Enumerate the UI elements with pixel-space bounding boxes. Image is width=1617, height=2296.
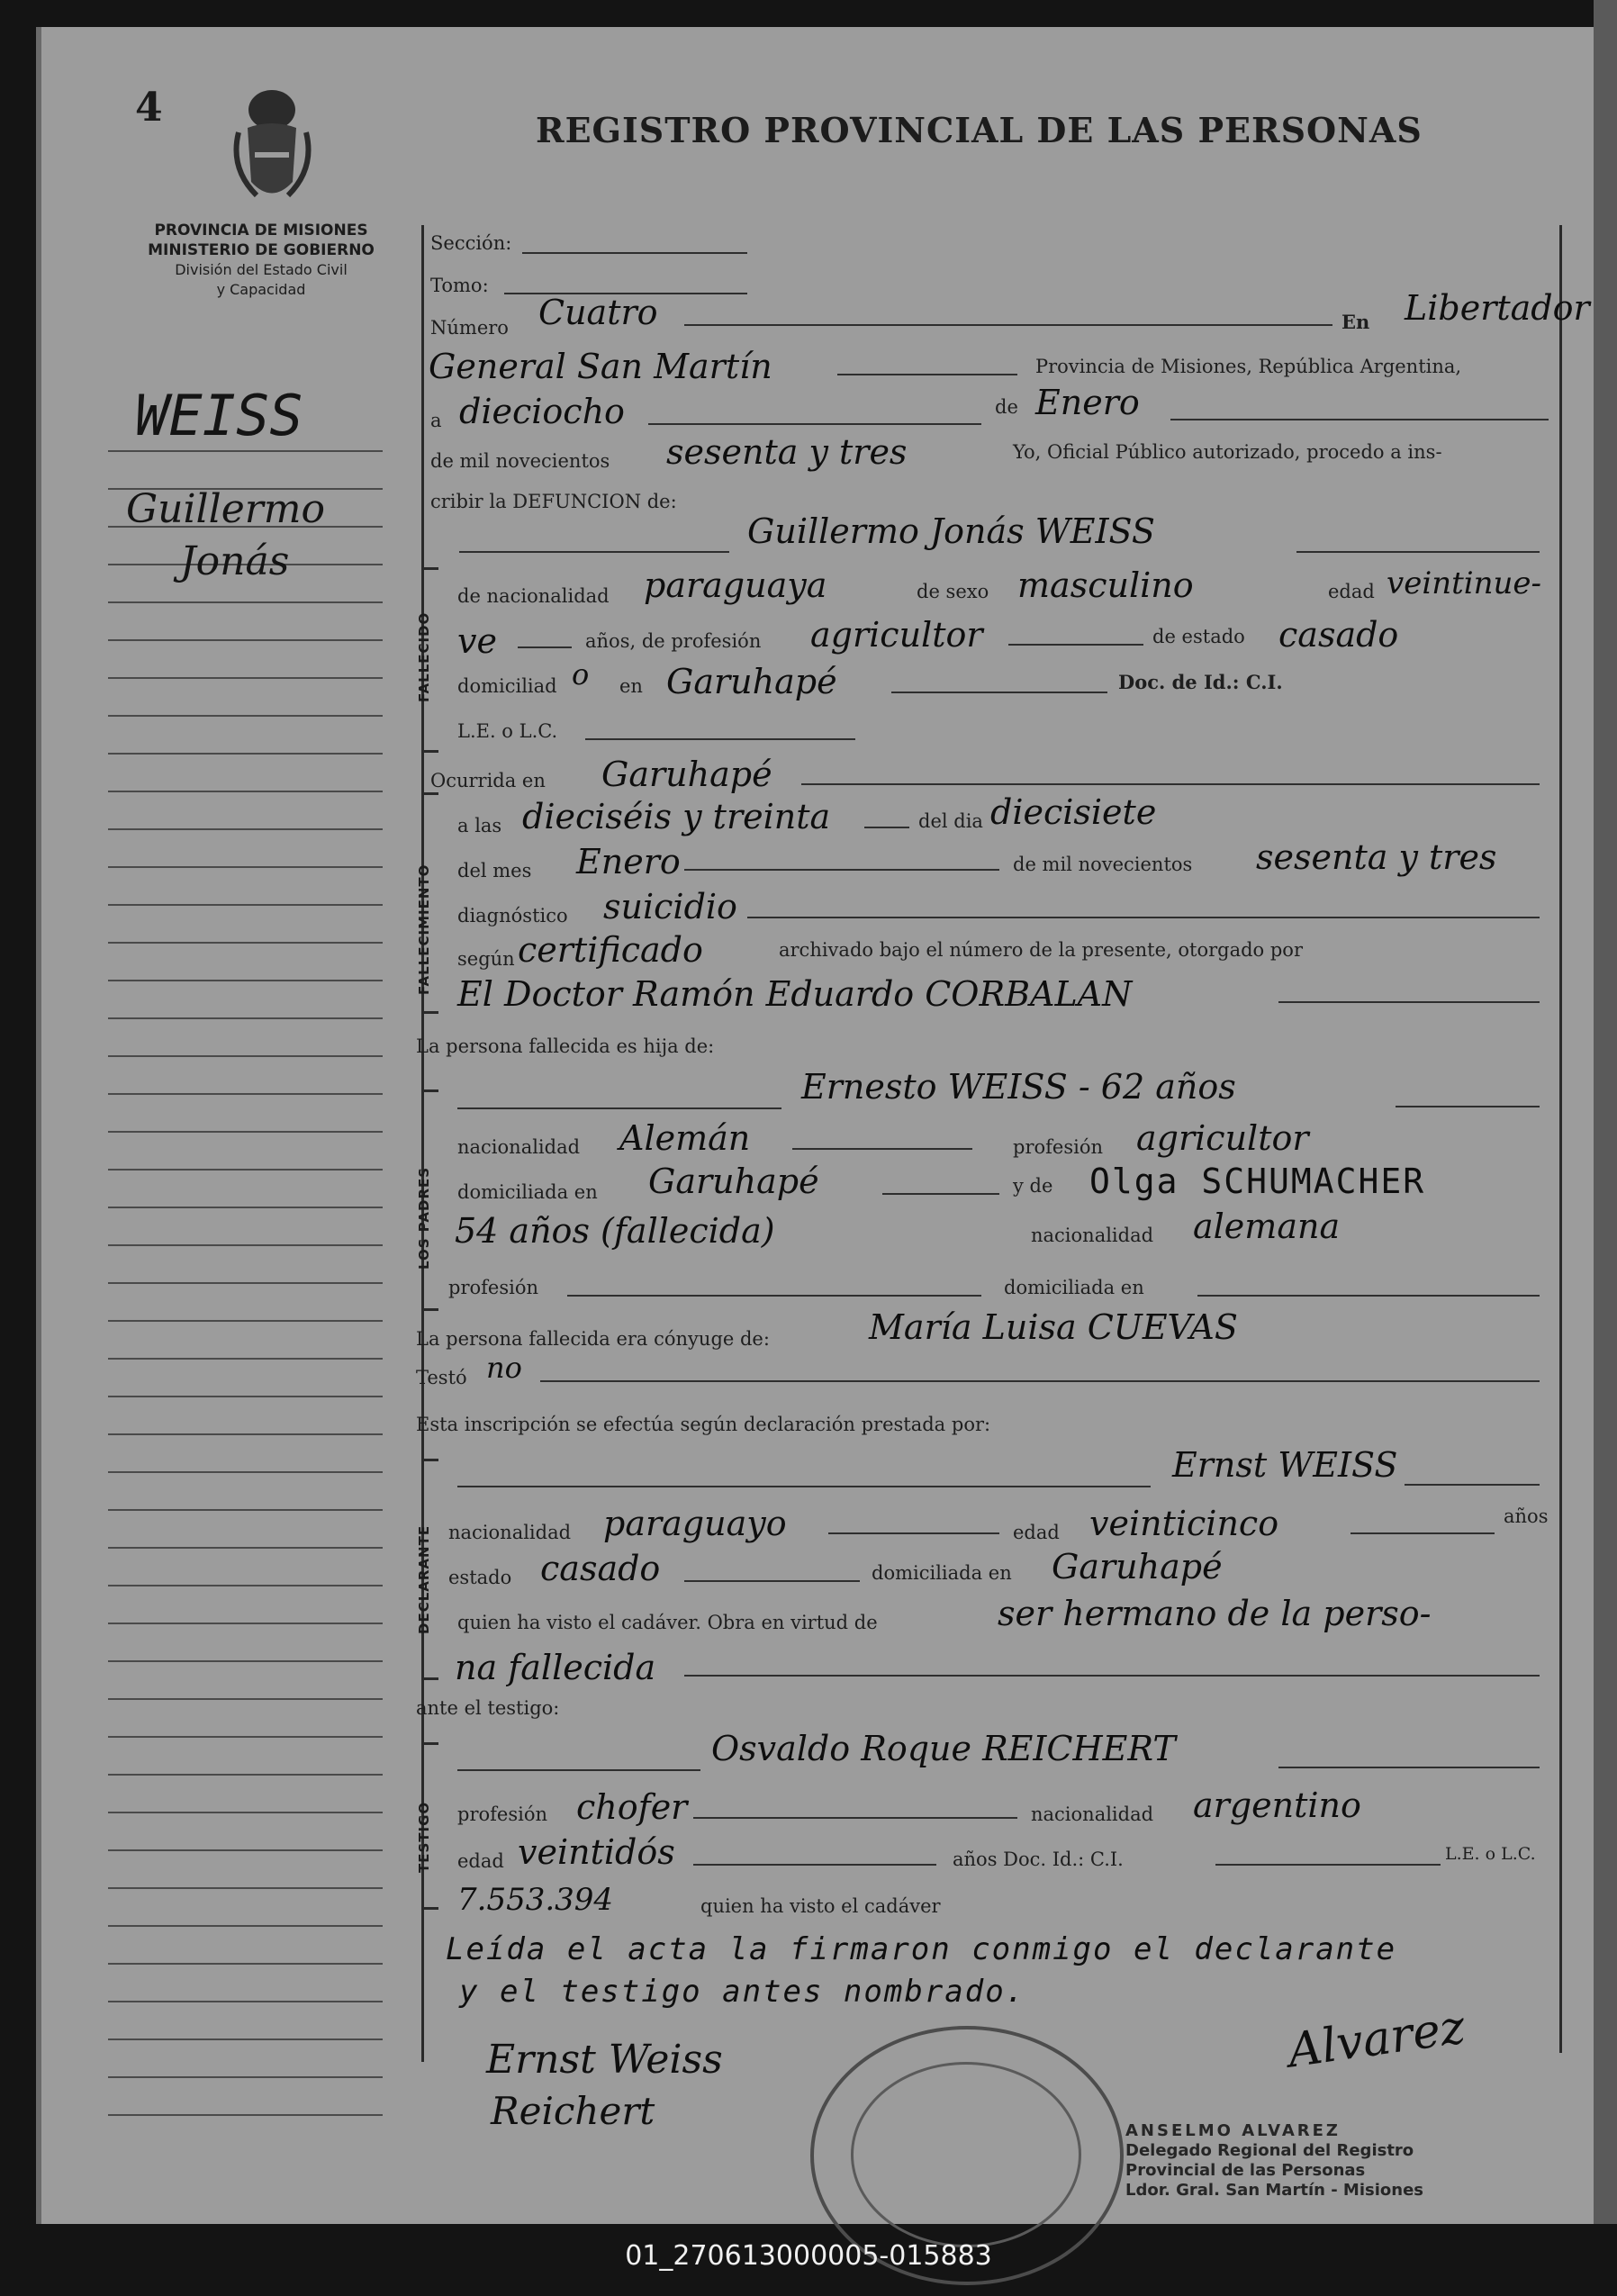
margin-ruled-line <box>108 1320 383 1322</box>
margin-ruled-line <box>108 1131 383 1133</box>
value-padre: Ernesto WEISS - 62 años <box>801 1067 1236 1107</box>
margin-ruled-line <box>108 1925 383 1927</box>
value-edad-2: ve <box>457 621 497 661</box>
value-hora: dieciséis y treinta <box>522 797 831 836</box>
image-caption: 01_270613000005-015883 <box>625 2240 992 2272</box>
label-numero: Número <box>430 317 509 339</box>
section-label-testigo: TESTIGO <box>416 1801 432 1873</box>
label-estado: estado <box>448 1567 512 1588</box>
margin-ruled-line <box>108 1585 383 1586</box>
header-line-4: y Capacidad <box>216 281 306 298</box>
label-anos-doc: años Doc. Id.: C.I. <box>953 1849 1124 1870</box>
label-profesion-3: profesión <box>457 1803 547 1825</box>
section-label-fallecido: FALLECIDO <box>416 611 432 702</box>
margin-ruled-line <box>108 942 383 944</box>
value-dia-fall: diecisiete <box>990 792 1157 832</box>
page-title: REGISTRO PROVINCIAL DE LAS PERSONAS <box>536 110 1423 150</box>
margin-ruled-line <box>108 1698 383 1700</box>
margin-ruled-line <box>108 601 383 603</box>
margin-ruled-line <box>108 1396 383 1397</box>
label-anos: años <box>1504 1505 1549 1527</box>
label-diagnostico: diagnóstico <box>457 905 568 927</box>
label-edad: edad <box>1328 581 1375 602</box>
value-profesion: agricultor <box>810 615 983 655</box>
label-conyuge: La persona fallecida era cónyuge de: <box>416 1328 770 1350</box>
value-test-edad: veintidós <box>518 1832 675 1872</box>
value-obra-1: ser hermano de la perso- <box>998 1594 1432 1633</box>
value-mes: Enero <box>1035 383 1140 422</box>
label-domiciliada-en: domiciliada en <box>457 1181 598 1203</box>
label-del-mes: del mes <box>457 860 532 881</box>
label-profesion-2: profesión <box>448 1277 538 1298</box>
label-ocurrida: Ocurrida en <box>430 770 546 791</box>
signature-testigo: Reichert <box>491 2089 655 2133</box>
margin-ruled-line <box>108 2076 383 2078</box>
value-estado: casado <box>1278 615 1399 655</box>
label-quien-visto-2: quien ha visto el cadáver <box>700 1895 941 1917</box>
value-obra-2: na fallecida <box>455 1648 656 1687</box>
value-en: Libertador <box>1405 288 1590 328</box>
margin-ruled-line <box>108 1963 383 1965</box>
label-tomo: Tomo: <box>430 275 489 296</box>
label-a-las: a las <box>457 815 502 836</box>
label-nacionalidad: nacionalidad <box>457 1136 581 1158</box>
value-conyuge: María Luisa CUEVAS <box>869 1307 1238 1347</box>
label-provincia: Provincia de Misiones, República Argentina, <box>1035 356 1462 377</box>
value-diagnostico: suicidio <box>603 887 737 927</box>
margin-ruled-line <box>108 1244 383 1246</box>
label-de-sexo: de sexo <box>917 581 989 602</box>
label-cribir: cribir la DEFUNCION de: <box>430 491 677 512</box>
section-label-padres: LOS PADRES <box>416 1166 432 1270</box>
value-domicilio: Garuhapé <box>666 662 837 701</box>
label-domiciliad: domiciliad <box>457 675 557 697</box>
margin-ruled-line <box>108 1623 383 1624</box>
margin-ruled-area <box>90 27 396 2134</box>
label-edad-2: edad <box>1013 1522 1060 1543</box>
value-mes-fall: Enero <box>576 842 681 881</box>
margin-ruled-line <box>108 677 383 679</box>
header-line-3: División del Estado Civil <box>175 261 348 278</box>
official-title-1: Delegado Regional del Registro <box>1125 2141 1414 2160</box>
margin-ruled-line <box>108 1055 383 1057</box>
value-padre-prof: agricultor <box>1136 1118 1309 1158</box>
value-test-nac: argentino <box>1193 1785 1361 1825</box>
margin-ruled-line <box>108 1282 383 1284</box>
margin-given-name-1: Guillermo <box>126 486 325 532</box>
value-padre-nac: Alemán <box>619 1118 751 1158</box>
value-declarante: Ernst WEISS <box>1172 1445 1398 1485</box>
label-a: a <box>430 410 442 431</box>
value-decl-edad: veinticinco <box>1089 1504 1279 1543</box>
value-testigo: Osvaldo Roque REICHERT <box>711 1729 1176 1768</box>
label-quien-visto: quien ha visto el cadáver. Obra en virtud de <box>457 1612 878 1633</box>
margin-ruled-line <box>108 1660 383 1662</box>
margin-ruled-line <box>108 2001 383 2002</box>
label-del-dia: del dia <box>918 810 983 832</box>
label-segun: según <box>457 948 515 970</box>
margin-ruled-line <box>108 2114 383 2116</box>
label-en-2: en <box>619 675 643 697</box>
value-medico: El Doctor Ramón Eduardo CORBALAN <box>457 974 1133 1014</box>
label-seccion: Sección: <box>430 232 512 254</box>
label-y-de: y de <box>1013 1175 1053 1197</box>
margin-ruled-line <box>108 1887 383 1889</box>
section-label-fallecimiento: FALLECIMIENTO <box>416 863 432 995</box>
value-domiciliad-suffix: o <box>572 657 590 692</box>
margin-ruled-line <box>108 1093 383 1095</box>
official-signature-block <box>1125 2121 1423 2201</box>
margin-ruled-line <box>108 1169 383 1171</box>
header-line-1: PROVINCIA DE MISIONES <box>154 221 368 240</box>
margin-ruled-line <box>108 904 383 906</box>
value-madre-nac: alemana <box>1193 1207 1341 1246</box>
margin-ruled-line <box>108 2038 383 2040</box>
section-label-declarante: DECLARANTE <box>416 1524 432 1634</box>
value-segun: certificado <box>518 930 703 970</box>
label-inscripcion: Esta inscripción se efectúa según declaración prestada por: <box>416 1414 991 1435</box>
margin-ruled-line <box>108 450 383 452</box>
value-decl-dom: Garuhapé <box>1052 1547 1223 1586</box>
closing-line-2: y el testigo antes nombrado. <box>459 1974 1026 2010</box>
value-sexo: masculino <box>1017 565 1194 605</box>
label-nacionalidad-3: nacionalidad <box>448 1522 572 1543</box>
official-title-2: Provincial de las Personas <box>1125 2161 1366 2180</box>
label-le-lc: L.E. o L.C. <box>457 720 558 742</box>
signature-declarante: Ernst Weiss <box>486 2037 723 2083</box>
label-edad-3: edad <box>457 1850 504 1872</box>
value-edad-1: veintinue- <box>1387 565 1542 601</box>
value-test-prof: chofer <box>576 1787 688 1827</box>
label-de-mil: de mil novecientos <box>430 450 610 472</box>
value-madre-edad: 54 años (fallecida) <box>455 1211 775 1251</box>
label-domiciliada-en-2: domiciliada en <box>1004 1277 1144 1298</box>
label-testo: Testó <box>416 1367 467 1388</box>
signature-oficial: Alvarez <box>1284 2000 1468 2079</box>
label-archivado: archivado bajo el número de la presente, otorgado por <box>779 939 1303 961</box>
official-name: ANSELMO ALVAREZ <box>1125 2121 1341 2140</box>
label-de-nacionalidad: de nacionalidad <box>457 585 610 607</box>
margin-given-name-2: Jonás <box>180 538 290 584</box>
value-decl-nac: paraguayo <box>603 1504 787 1543</box>
margin-ruled-line <box>108 1509 383 1511</box>
margin-ruled-line <box>108 866 383 868</box>
value-testo: no <box>486 1351 522 1385</box>
page-number: 4 <box>135 85 163 131</box>
margin-ruled-line <box>108 980 383 981</box>
value-decl-estado: casado <box>540 1549 661 1588</box>
label-domiciliada-en-3: domiciliada en <box>872 1562 1012 1584</box>
value-madre: Olga SCHUMACHER <box>1089 1162 1426 1201</box>
label-yo: Yo, Oficial Público autorizado, procedo a ins- <box>1013 441 1442 463</box>
value-ocurrida: Garuhapé <box>601 755 772 794</box>
value-test-doc: 7.553.394 <box>457 1882 614 1918</box>
value-numero: Cuatro <box>538 293 658 332</box>
label-de-mil-2: de mil novecientos <box>1013 854 1193 875</box>
value-nombre: Guillermo Jonás WEISS <box>747 511 1155 551</box>
margin-ruled-line <box>108 1358 383 1360</box>
label-de: de <box>995 396 1018 418</box>
label-nacionalidad-4: nacionalidad <box>1031 1803 1154 1825</box>
margin-ruled-line <box>108 1207 383 1208</box>
closing-line-1: Leída el acta la firmaron conmigo el declarante <box>446 1931 1397 1967</box>
margin-ruled-line <box>108 791 383 792</box>
form-right-border <box>1559 225 1562 2053</box>
margin-ruled-line <box>108 1433 383 1435</box>
margin-ruled-line <box>108 1849 383 1851</box>
value-anio: sesenta y tres <box>666 432 908 472</box>
label-anos-profesion: años, de profesión <box>585 630 762 652</box>
header-line-2: MINISTERIO DE GOBIERNO <box>148 241 375 259</box>
margin-ruled-line <box>108 639 383 641</box>
label-ante-testigo: ante el testigo: <box>416 1697 560 1719</box>
official-title-3: Ldor. Gral. San Martín - Misiones <box>1125 2181 1423 2200</box>
margin-ruled-line <box>108 1736 383 1738</box>
label-nacionalidad-2: nacionalidad <box>1031 1225 1154 1246</box>
value-padre-dom: Garuhapé <box>648 1162 819 1201</box>
label-doc-id: Doc. de Id.: C.I. <box>1118 671 1283 693</box>
label-hija-de: La persona fallecida es hija de: <box>416 1035 715 1057</box>
value-dia: dieciocho <box>459 392 625 431</box>
margin-surname: WEISS <box>135 383 303 448</box>
margin-ruled-line <box>108 828 383 830</box>
label-le-c: L.E. o L.C. <box>1445 1844 1536 1864</box>
value-nacionalidad: paraguaya <box>644 565 827 605</box>
label-profesion: profesión <box>1013 1136 1103 1158</box>
margin-ruled-line <box>108 753 383 755</box>
margin-ruled-line <box>108 1017 383 1019</box>
value-lugar: General San Martín <box>429 347 772 386</box>
margin-ruled-line <box>108 1471 383 1473</box>
margin-ruled-line <box>108 1774 383 1776</box>
label-de-estado: de estado <box>1152 626 1245 647</box>
margin-ruled-line <box>108 1547 383 1549</box>
book-spine <box>1594 0 1617 2224</box>
margin-ruled-line <box>108 715 383 717</box>
label-en: En <box>1341 311 1370 333</box>
official-seal-inner-ring <box>851 2062 1081 2247</box>
value-anio-fall: sesenta y tres <box>1256 837 1497 877</box>
margin-ruled-line <box>108 1812 383 1813</box>
